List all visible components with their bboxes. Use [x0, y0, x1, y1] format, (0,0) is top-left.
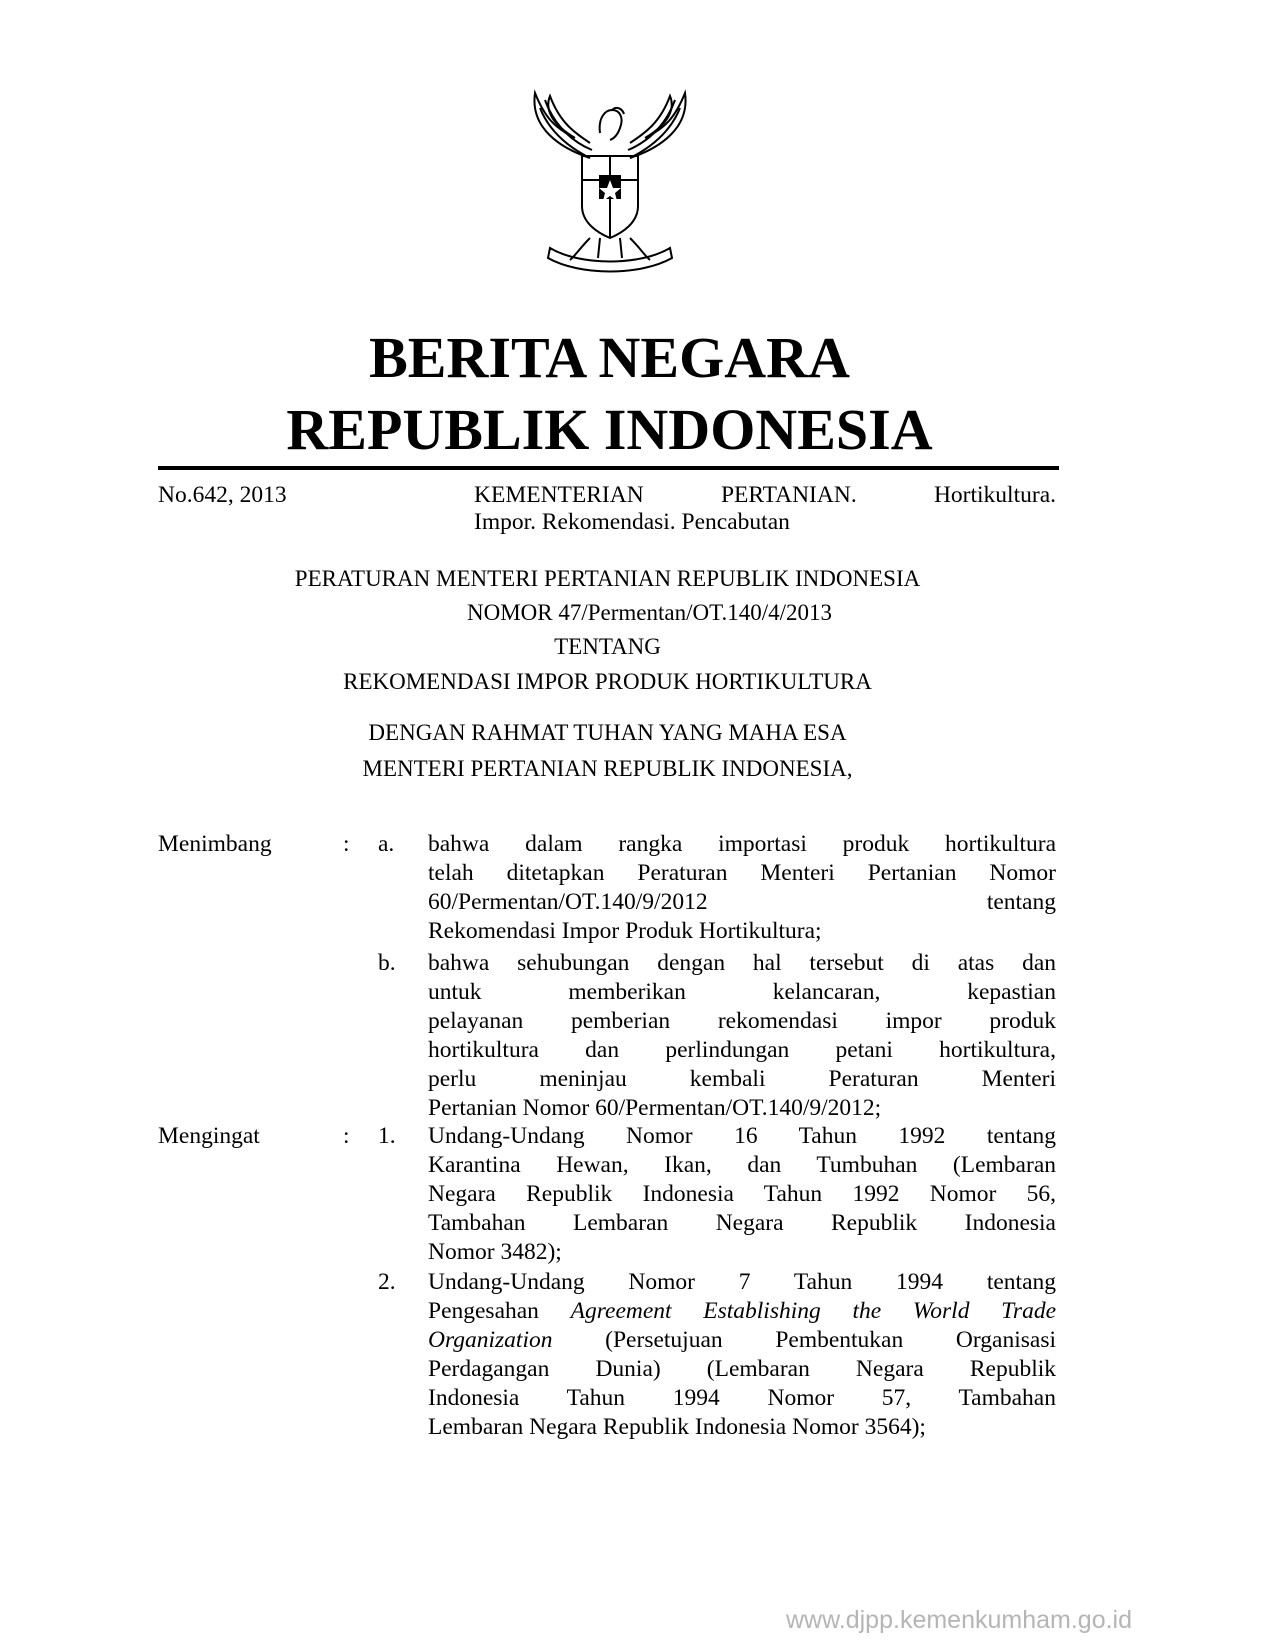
- italic-text: Organization: [428, 1327, 553, 1353]
- line-text: (Persetujuan Pembentukan Organisasi: [552, 1327, 1056, 1353]
- item-marker: 1.: [378, 1123, 396, 1149]
- mengingat-item-2: [428, 1268, 1056, 1442]
- section-colon: :: [343, 1123, 350, 1149]
- paragraph-line: [428, 1326, 1056, 1355]
- footer-url: www.djpp.kemenkumham.go.id: [786, 1606, 1132, 1634]
- gazette-title-line1: BERITA NEGARA: [369, 325, 850, 390]
- paragraph-line: hortikultura dan perlindungan petani hortikultura,: [428, 1037, 1056, 1063]
- paragraph-line: Lembaran Negara Republik Indonesia Nomor 3564);: [428, 1414, 926, 1440]
- item-marker: 2.: [378, 1269, 396, 1295]
- paragraph-line: bahwa dalam rangka importasi produk hortikultura: [428, 831, 1056, 857]
- title-rule: [158, 466, 1059, 470]
- italic-text: Agreement Establishing the World Trade: [570, 1298, 1056, 1324]
- item-marker: a.: [378, 831, 395, 857]
- menimbang-item-b: [428, 949, 1056, 1123]
- item-marker: b.: [378, 950, 396, 976]
- paragraph-line: Nomor 3482);: [428, 1239, 562, 1265]
- paragraph-line: bahwa sehubungan dengan hal tersebut di atas dan: [428, 950, 1056, 976]
- garuda-pancasila-emblem-icon: [520, 88, 700, 278]
- section-colon: :: [343, 831, 350, 857]
- paragraph-line: Pertanian Nomor 60/Permentan/OT.140/9/2012;: [428, 1095, 882, 1121]
- paragraph-line: Undang-Undang Nomor 16 Tahun 1992 tentang: [428, 1123, 1056, 1149]
- paragraph-line: perlu meninjau kembali Peraturan Menteri: [428, 1066, 1056, 1092]
- regulation-tentang: TENTANG: [554, 634, 661, 659]
- menimbang-item-a: [428, 830, 1056, 946]
- gazette-title-line2: REPUBLIK INDONESIA: [286, 397, 933, 462]
- paragraph-line: 60/Permentan/OT.140/9/2012 tentang: [428, 889, 1056, 915]
- regulation-title: PERATURAN MENTERI PERTANIAN REPUBLIK INDONESIA: [294, 566, 921, 591]
- paragraph-line: Indonesia Tahun 1994 Nomor 57, Tambahan: [428, 1385, 1056, 1411]
- paragraph-line: Rekomendasi Impor Produk Hortikultura;: [428, 918, 822, 944]
- mengingat-item-1: [428, 1122, 1056, 1267]
- subject-word: KEMENTERIAN: [474, 482, 644, 508]
- paragraph-line: telah ditetapkan Peraturan Menteri Pertanian Nomor: [428, 860, 1056, 886]
- gazette-number: No.642, 2013: [158, 482, 287, 508]
- paragraph-line: pelayanan pemberian rekomendasi impor produk: [428, 1008, 1056, 1034]
- paragraph-line: Tambahan Lembaran Negara Republik Indonesia: [428, 1210, 1056, 1236]
- paragraph-line: untuk memberikan kelancaran, kepastian: [428, 979, 1056, 1005]
- regulation-number: NOMOR 47/Permentan/OT.140/4/2013: [467, 600, 832, 625]
- subject-word: PERTANIAN.: [720, 482, 857, 508]
- regulation-subject: REKOMENDASI IMPOR PRODUK HORTIKULTURA: [343, 669, 872, 694]
- gazette-subject-line1: [474, 481, 1056, 509]
- gazette-subject-line2: Impor. Rekomendasi. Pencabutan: [474, 509, 790, 535]
- section-label-mengingat: Mengingat: [158, 1123, 260, 1149]
- paragraph-line: [428, 1297, 1056, 1326]
- preamble-line2: MENTERI PERTANIAN REPUBLIK INDONESIA,: [362, 756, 853, 781]
- section-label-menimbang: Menimbang: [158, 831, 272, 857]
- paragraph-line: Undang-Undang Nomor 7 Tahun 1994 tentang: [428, 1269, 1056, 1295]
- paragraph-line: Negara Republik Indonesia Tahun 1992 Nomor 56,: [428, 1181, 1056, 1207]
- subject-word: Hortikultura.: [933, 482, 1056, 508]
- preamble-line1: DENGAN RAHMAT TUHAN YANG MAHA ESA: [368, 720, 847, 745]
- line-text: Pengesahan: [428, 1298, 571, 1324]
- paragraph-line: Perdagangan Dunia) (Lembaran Negara Republik: [428, 1356, 1056, 1382]
- paragraph-line: Karantina Hewan, Ikan, dan Tumbuhan (Lembaran: [428, 1152, 1056, 1178]
